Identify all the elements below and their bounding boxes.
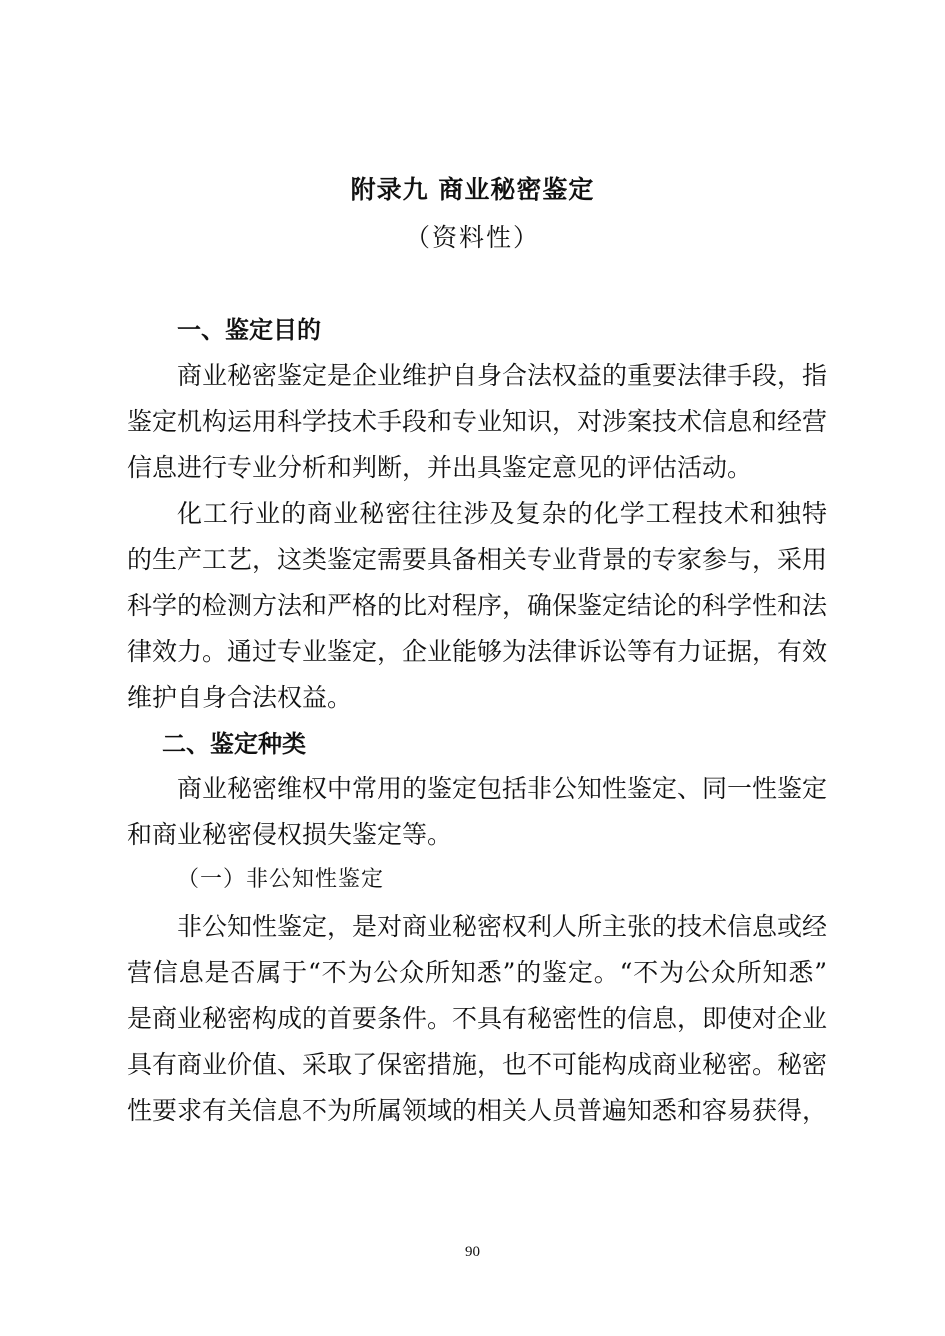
paragraph-types-1 <box>127 766 827 858</box>
text-line: 营信息是否属于“不为公众所知悉”的鉴定。“不为公众所知悉” <box>127 958 827 987</box>
text-line: 商业秘密维权中常用的鉴定包括非公知性鉴定、同一性鉴定 <box>177 774 828 803</box>
text-line: 信息进行专业分析和判断，并出具鉴定意见的评估活动。 <box>127 453 753 482</box>
text-line: 科学的检测方法和严格的比对程序，确保鉴定结论的科学性和法 <box>127 591 828 620</box>
text-line: 具有商业价值、采取了保密措施，也不可能构成商业秘密。秘密 <box>127 1050 828 1079</box>
text-line: 和商业秘密侵权损失鉴定等。 <box>127 820 453 849</box>
section-heading-purpose: 一、鉴定目的 <box>177 316 321 344</box>
text-line: 维护自身合法权益。 <box>127 683 353 712</box>
text-line: 非公知性鉴定，是对商业秘密权利人所主张的技术信息或经 <box>177 912 828 941</box>
document-subtitle: （资料性） <box>404 223 540 252</box>
text-line: 商业秘密鉴定是企业维护自身合法权益的重要法律手段，指 <box>177 361 828 390</box>
paragraph-purpose-2 <box>127 491 827 721</box>
text-line: 鉴定机构运用科学技术手段和专业知识，对涉案技术信息和经营 <box>127 407 828 436</box>
section-heading-types: 二、鉴定种类 <box>162 730 306 758</box>
page-number: 90 <box>465 1244 480 1260</box>
text-line: 的生产工艺，这类鉴定需要具备相关专业背景的专家参与，采用 <box>127 545 828 574</box>
text-line: 化工行业的商业秘密往往涉及复杂的化学工程技术和独特 <box>177 499 827 528</box>
document-title: 附录九 商业秘密鉴定 <box>350 175 595 204</box>
text-line: 性要求有关信息不为所属领域的相关人员普遍知悉和容易获得， <box>127 1096 828 1125</box>
text-line: 律效力。通过专业鉴定，企业能够为法律诉讼等有力证据，有效 <box>127 637 828 666</box>
paragraph-purpose-1 <box>127 353 827 491</box>
text-line: 是商业秘密构成的首要条件。不具有秘密性的信息，即使对企业 <box>127 1004 828 1033</box>
paragraph-non-public-1 <box>127 904 827 1134</box>
subsection-heading-non-public: （一）非公知性鉴定 <box>177 867 385 892</box>
